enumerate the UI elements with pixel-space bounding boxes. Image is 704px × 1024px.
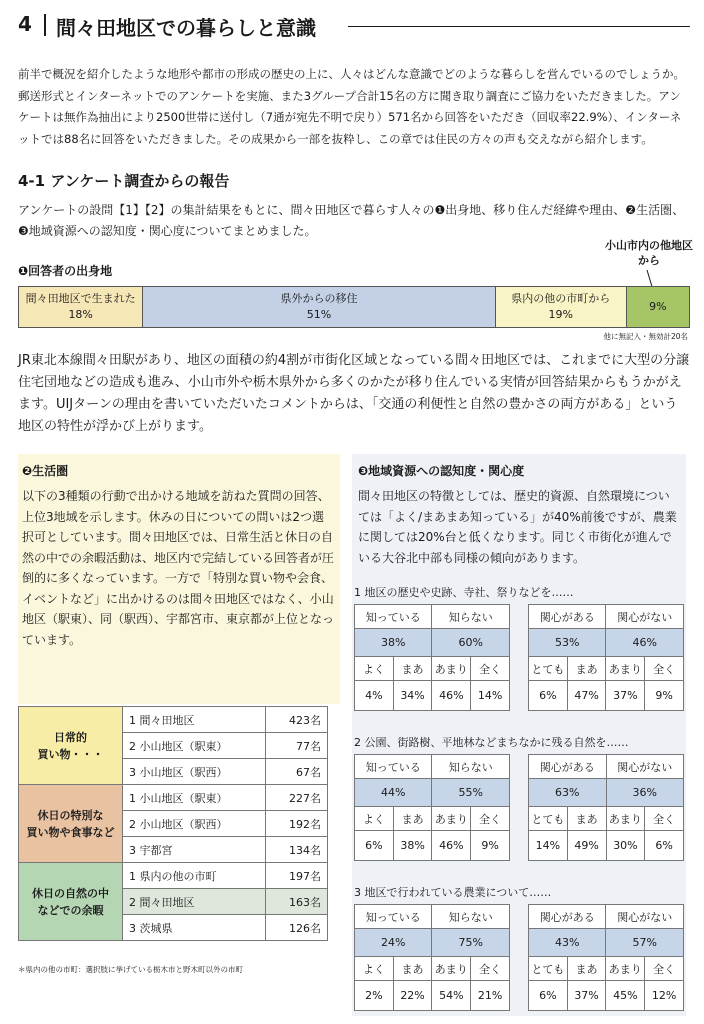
scale-cell: よく xyxy=(355,657,394,681)
know-table xyxy=(354,904,510,1011)
value-cell: 6% xyxy=(645,831,684,861)
table-row xyxy=(355,981,510,1011)
life-place: 茨城県 xyxy=(139,921,173,935)
life-count: 77名 xyxy=(266,733,328,759)
value-cell: 6% xyxy=(529,981,568,1011)
life-place-cell xyxy=(123,863,266,889)
value-cell: 46% xyxy=(432,681,471,711)
life-rank: 2 xyxy=(129,739,136,753)
scale-cell: あまり xyxy=(606,807,645,831)
scale-cell: まあ xyxy=(567,807,606,831)
know-table xyxy=(354,754,510,861)
table-row xyxy=(529,929,684,957)
life-category xyxy=(19,863,123,941)
scale-cell: あまり xyxy=(432,957,471,981)
life-place-cell xyxy=(123,733,266,759)
table-row xyxy=(529,831,684,861)
header-cell: 知らない xyxy=(432,905,510,929)
life-place: 小山地区（駅西） xyxy=(139,817,228,831)
chapter-title: 間々田地区での暮らしと意識 xyxy=(56,16,316,40)
table-row xyxy=(529,957,684,981)
value-cell: 9% xyxy=(645,681,684,711)
life-category-label: 休日の自然の中 などでの余暇 xyxy=(32,886,109,917)
scale-cell: よく xyxy=(355,807,394,831)
header-cell: 関心がない xyxy=(606,755,683,779)
chapter-header xyxy=(18,12,690,40)
value-cell: 34% xyxy=(393,681,432,711)
life-place-cell xyxy=(123,759,266,785)
value-cell: 38% xyxy=(393,831,432,861)
header-cell: 関心がある xyxy=(529,755,607,779)
table-row xyxy=(19,707,328,733)
interest-table xyxy=(528,604,684,711)
life-rank: 2 xyxy=(129,817,136,831)
scale-cell: まあ xyxy=(567,657,606,681)
value-cell: 47% xyxy=(567,681,606,711)
interest-table xyxy=(528,904,684,1011)
value-cell: 37% xyxy=(606,681,645,711)
origin-segment-pct: 51% xyxy=(306,308,332,321)
origin-segment xyxy=(143,287,495,327)
chapter-number: 4 xyxy=(18,12,32,36)
percent-cell: 38% xyxy=(355,629,432,657)
life-count: 423名 xyxy=(266,707,328,733)
life-count: 67名 xyxy=(266,759,328,785)
life-count: 134名 xyxy=(266,837,328,863)
life-place-cell xyxy=(123,785,266,811)
table-row xyxy=(529,681,684,711)
table-row xyxy=(529,657,684,681)
table-row xyxy=(355,779,510,807)
table-row xyxy=(355,807,510,831)
header-cell: 関心がない xyxy=(606,605,684,629)
header-cell: 関心がある xyxy=(529,905,606,929)
life-category-label: 日常的 買い物・・・ xyxy=(37,730,104,761)
table-row xyxy=(529,629,684,657)
header-rule xyxy=(348,26,690,27)
value-cell: 21% xyxy=(471,981,510,1011)
table-row xyxy=(355,905,510,929)
table-row xyxy=(355,957,510,981)
origin-segment xyxy=(627,287,689,327)
header-cell: 知らない xyxy=(432,755,510,779)
question-title: 3 地区で行われている農業について…… xyxy=(354,886,552,899)
scale-cell: とても xyxy=(529,657,568,681)
percent-cell: 60% xyxy=(432,629,510,657)
resources-title: ❸地域資源への認知度・関心度 xyxy=(358,464,525,478)
percent-cell: 55% xyxy=(432,779,510,807)
value-cell: 45% xyxy=(606,981,645,1011)
scale-cell: とても xyxy=(529,807,568,831)
table-row xyxy=(529,807,684,831)
origin-callout: 小山市内の他地区から xyxy=(605,239,693,267)
origin-segment-pct: 18% xyxy=(68,308,93,321)
scale-cell: 全く xyxy=(471,657,510,681)
life-count: 192名 xyxy=(266,811,328,837)
question-title: 1 地区の歴史や史跡、寺社、祭りなどを…… xyxy=(354,586,574,599)
life-place: 宇都宮 xyxy=(139,843,173,857)
life-place: 小山地区（駅東） xyxy=(139,739,228,753)
percent-cell: 46% xyxy=(606,629,684,657)
life-rank: 3 xyxy=(129,765,136,779)
life-sphere-title: ❷生活圏 xyxy=(22,464,69,478)
life-sphere-table xyxy=(18,706,328,941)
life-category xyxy=(19,707,123,785)
table-row xyxy=(529,755,684,779)
origin-segment-label: 県内の他の市町から xyxy=(511,292,611,305)
life-count: 126名 xyxy=(266,915,328,941)
table-row xyxy=(529,779,684,807)
scale-cell: 全く xyxy=(471,957,510,981)
scale-cell: まあ xyxy=(393,807,432,831)
table-row xyxy=(355,605,510,629)
scale-cell: 全く xyxy=(645,807,684,831)
scale-cell: 全く xyxy=(471,807,510,831)
value-cell: 37% xyxy=(567,981,606,1011)
scale-cell: まあ xyxy=(567,957,606,981)
scale-cell: まあ xyxy=(393,657,432,681)
scale-cell: あまり xyxy=(432,807,471,831)
life-count: 197名 xyxy=(266,863,328,889)
section-title: 4-1 アンケート調査からの報告 xyxy=(18,172,230,190)
life-category xyxy=(19,785,123,863)
table-row xyxy=(19,863,328,889)
origin-segment-label: 間々田地区で生まれた xyxy=(25,292,136,305)
life-place: 県内の他の市町 xyxy=(139,869,217,883)
scale-cell: まあ xyxy=(393,957,432,981)
question-title: 2 公園、街路樹、平地林などまちなかに残る自然を…… xyxy=(354,736,629,749)
origin-stacked-bar xyxy=(18,286,690,328)
value-cell: 46% xyxy=(432,831,471,861)
table-row xyxy=(19,785,328,811)
value-cell: 6% xyxy=(355,831,394,861)
life-place-cell xyxy=(123,811,266,837)
table-row xyxy=(355,755,510,779)
percent-cell: 57% xyxy=(606,929,684,957)
life-count: 163名 xyxy=(266,889,328,915)
scale-cell: よく xyxy=(355,957,394,981)
table-row xyxy=(355,831,510,861)
value-cell: 6% xyxy=(529,681,568,711)
resources-text: 間々田地区の特徴としては、歴史的資源、自然環境については「よく/まあまあ知っている」が40%前後ですが、農業に関しては20%台と低くなります。同じく市街化が進んでいる大谷北中部も同様の傾向があります。 xyxy=(358,489,677,565)
header-cell: 関心がある xyxy=(529,605,606,629)
header-cell: 知らない xyxy=(432,605,510,629)
table-row xyxy=(355,929,510,957)
table-row xyxy=(529,905,684,929)
life-rank: 3 xyxy=(129,843,136,857)
life-place: 小山地区（駅西） xyxy=(139,765,228,779)
life-sphere-panel xyxy=(18,454,340,704)
scale-cell: あまり xyxy=(606,657,645,681)
interest-table xyxy=(528,754,684,861)
table-row xyxy=(529,981,684,1011)
origin-segment-label: 県外からの移住 xyxy=(280,292,358,305)
life-sphere-text: 以下の3種類の行動で出かける地域を訪ねた質問の回答、上位3地域を示します。休みの日についての問いは2つ選択可としています。間々田地区では、日常生活と休日の自然の中での余暇活動は、地区内で完結している回答者が圧倒的に多くなっています。一方で「特別な買い物や会食、イベントなど」に出かけるのは間々田地区ではなく、小山地区（駅東）、同（駅西）、宇都宮市、東京都が上位となっています。 xyxy=(22,489,335,647)
life-place: 間々田地区 xyxy=(139,895,195,909)
life-place-cell xyxy=(123,837,266,863)
scale-cell: あまり xyxy=(606,957,645,981)
intro-paragraph: 前半で概況を紹介したような地形や都市の形成の歴史の上に、人々はどんな意識でどのような暮らしを営んでいるのでしょうか。郵送形式とインターネットでのアンケートを実施、また3グループ合計15名の方に聞き取り調査にご協力をいただきました。アンケートは無作為抽出により2500世帯に送付し（7通が宛先不明で戻り）571名から回答をいただき（回収率22.9%）、インターネットでは88名に回答をいただきました。その成果から一部を抜粋し、この章では住民の方々の声も交えながら紹介します。 xyxy=(18,67,685,146)
section-paragraph: アンケートの設問【1】【2】の集計結果をもとに、間々田地区で暮らす人々の❶出身地、移り住んだ経緯や理由、❷生活圏、❸地域資源への認知度・関心度についてまとめました。 xyxy=(18,203,685,238)
value-cell: 30% xyxy=(606,831,645,861)
table-row xyxy=(355,657,510,681)
origin-title: ❶回答者の出身地 xyxy=(18,264,113,278)
value-cell: 14% xyxy=(529,831,568,861)
life-place-cell xyxy=(123,915,266,941)
header-cell: 知っている xyxy=(355,605,432,629)
header-cell: 知っている xyxy=(355,755,432,779)
percent-cell: 36% xyxy=(606,779,683,807)
value-cell: 2% xyxy=(355,981,394,1011)
value-cell: 9% xyxy=(471,831,510,861)
origin-segment xyxy=(19,287,143,327)
scale-cell: あまり xyxy=(432,657,471,681)
percent-cell: 44% xyxy=(355,779,432,807)
life-count: 227名 xyxy=(266,785,328,811)
life-category-label: 休日の特別な 買い物や食事など xyxy=(26,808,115,839)
scale-cell: とても xyxy=(529,957,568,981)
origin-paragraph: JR東北本線間々田駅があり、地区の面積の約4割が市街化区域となっている間々田地区では、これまでに大型の分譲住宅団地などの造成も進み、小山市外や栃木県外から多くのかたが移り住んでいる実情が回答結果からもうかがえます。UIJターンの理由を書いていただいたコメントからは、「交通の利便性と自然の豊かさの両方がある」という地区の特性が浮かび上がります。 xyxy=(18,353,690,434)
life-footnote: ＊県内の他の市町：選択肢に挙げている栃木市と野木町以外の市町 xyxy=(18,965,243,974)
life-place: 間々田地区 xyxy=(139,713,195,727)
origin-segment-pct: 19% xyxy=(548,308,573,321)
value-cell: 4% xyxy=(355,681,394,711)
life-rank: 3 xyxy=(129,921,136,935)
life-rank: 1 xyxy=(129,869,136,883)
origin-footnote: 他に無記入・無効計20名 xyxy=(603,332,688,341)
scale-cell: 全く xyxy=(645,657,684,681)
value-cell: 14% xyxy=(471,681,510,711)
origin-segment-pct: 9% xyxy=(649,300,667,313)
know-table xyxy=(354,604,510,711)
life-rank: 1 xyxy=(129,791,136,805)
table-row xyxy=(355,681,510,711)
life-place-cell xyxy=(123,707,266,733)
life-place-cell xyxy=(123,889,266,915)
life-rank: 2 xyxy=(129,895,136,909)
table-row xyxy=(355,629,510,657)
header-divider xyxy=(44,14,46,36)
life-rank: 1 xyxy=(129,713,136,727)
origin-segment xyxy=(496,287,627,327)
value-cell: 22% xyxy=(393,981,432,1011)
percent-cell: 63% xyxy=(529,779,607,807)
table-row xyxy=(529,605,684,629)
percent-cell: 53% xyxy=(529,629,606,657)
scale-cell: 全く xyxy=(645,957,684,981)
percent-cell: 24% xyxy=(355,929,432,957)
value-cell: 49% xyxy=(567,831,606,861)
percent-cell: 75% xyxy=(432,929,510,957)
life-place: 小山地区（駅東） xyxy=(139,791,228,805)
percent-cell: 43% xyxy=(529,929,606,957)
value-cell: 12% xyxy=(645,981,684,1011)
header-cell: 関心がない xyxy=(606,905,684,929)
value-cell: 54% xyxy=(432,981,471,1011)
header-cell: 知っている xyxy=(355,905,432,929)
